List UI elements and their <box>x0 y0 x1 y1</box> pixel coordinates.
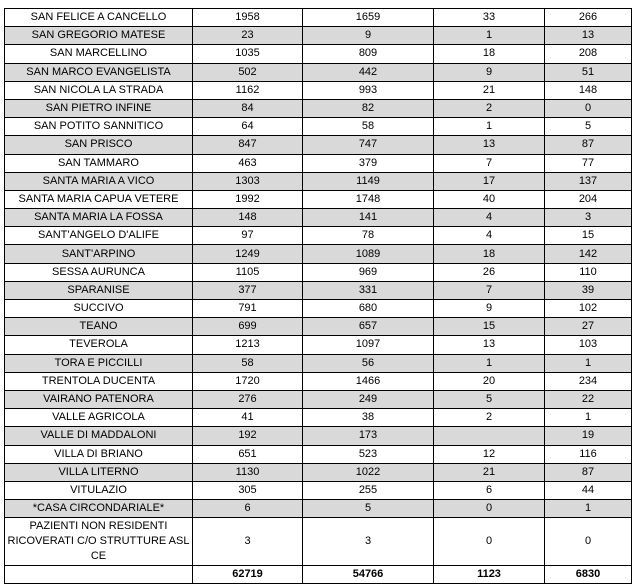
cell-col2: 379 <box>303 154 434 172</box>
cell-col4: 3 <box>545 209 632 227</box>
table-row <box>5 99 632 117</box>
table-row <box>5 336 632 354</box>
cell-col1: 305 <box>193 481 303 499</box>
table-row <box>5 27 632 45</box>
table-row <box>5 427 632 445</box>
cell-col4: 5 <box>545 118 632 136</box>
row-label: SUCCIVO <box>5 300 193 318</box>
cell-col2: 1466 <box>303 372 434 390</box>
cell-col3: 40 <box>434 190 545 208</box>
table-row <box>5 481 632 499</box>
table-row <box>5 463 632 481</box>
cell-col4: 77 <box>545 154 632 172</box>
cell-col3 <box>434 427 545 445</box>
cell-col2: 58 <box>303 118 434 136</box>
cell-col4: 0 <box>545 99 632 117</box>
cell-col3: 6 <box>434 481 545 499</box>
cell-col2: 5 <box>303 500 434 518</box>
row-label: VILLA LITERNO <box>5 463 193 481</box>
cell-col1: 276 <box>193 390 303 408</box>
table-row <box>5 300 632 318</box>
cell-col3: 1 <box>434 118 545 136</box>
cell-col3: 0 <box>434 500 545 518</box>
cell-col2: 809 <box>303 45 434 63</box>
cell-col3: 7 <box>434 281 545 299</box>
cell-col2: 993 <box>303 81 434 99</box>
cell-col2: 9 <box>303 27 434 45</box>
row-label: SANTA MARIA CAPUA VETERE <box>5 190 193 208</box>
table-row <box>5 390 632 408</box>
row-label: SAN PIETRO INFINE <box>5 99 193 117</box>
row-label: SAN PRISCO <box>5 136 193 154</box>
table-row <box>5 118 632 136</box>
row-label: SESSA AURUNCA <box>5 263 193 281</box>
table-row <box>5 209 632 227</box>
row-label: TRENTOLA DUCENTA <box>5 372 193 390</box>
cell-col1: 97 <box>193 227 303 245</box>
cell-col1: 58 <box>193 354 303 372</box>
cell-col1: 651 <box>193 445 303 463</box>
cell-col4: 39 <box>545 281 632 299</box>
cell-col4: 1 <box>545 354 632 372</box>
cell-col4: 19 <box>545 427 632 445</box>
cell-col2: 747 <box>303 136 434 154</box>
cell-col4: 87 <box>545 136 632 154</box>
cell-col1: 1213 <box>193 336 303 354</box>
cell-col3: 7 <box>434 154 545 172</box>
table-row <box>5 227 632 245</box>
cell-col3: 13 <box>434 336 545 354</box>
total-col4: 6830 <box>545 566 632 584</box>
cell-col2: 56 <box>303 354 434 372</box>
table-row <box>5 500 632 518</box>
table-row <box>5 45 632 63</box>
table-row <box>5 372 632 390</box>
row-label: VALLE DI MADDALONI <box>5 427 193 445</box>
cell-col1: 1035 <box>193 45 303 63</box>
cell-col3: 15 <box>434 318 545 336</box>
row-label: SAN POTITO SANNITICO <box>5 118 193 136</box>
cell-col2: 657 <box>303 318 434 336</box>
row-label: SAN NICOLA LA STRADA <box>5 81 193 99</box>
cell-col4: 137 <box>545 172 632 190</box>
row-label: VAIRANO PATENORA <box>5 390 193 408</box>
cell-col4: 116 <box>545 445 632 463</box>
table-row <box>5 190 632 208</box>
cell-col2: 82 <box>303 99 434 117</box>
row-label: SPARANISE <box>5 281 193 299</box>
row-label: TORA E PICCILLI <box>5 354 193 372</box>
cell-col1: 23 <box>193 27 303 45</box>
row-label: VALLE AGRICOLA <box>5 409 193 427</box>
row-label: SAN MARCO EVANGELISTA <box>5 63 193 81</box>
cell-col4: 148 <box>545 81 632 99</box>
total-col2: 54766 <box>303 566 434 584</box>
table-body <box>5 9 632 584</box>
cell-col2: 1149 <box>303 172 434 190</box>
row-label: SANTA MARIA A VICO <box>5 172 193 190</box>
cell-col2: 38 <box>303 409 434 427</box>
total-col3: 1123 <box>434 566 545 584</box>
cell-col4: 51 <box>545 63 632 81</box>
cell-col4: 13 <box>545 27 632 45</box>
cell-col3: 4 <box>434 209 545 227</box>
cell-col1: 41 <box>193 409 303 427</box>
cell-col1: 791 <box>193 300 303 318</box>
table-row <box>5 263 632 281</box>
table-row <box>5 154 632 172</box>
row-label: SANTA MARIA LA FOSSA <box>5 209 193 227</box>
cell-col3: 1 <box>434 27 545 45</box>
cell-col3: 26 <box>434 263 545 281</box>
cell-col2: 3 <box>303 518 434 566</box>
cell-col1: 1105 <box>193 263 303 281</box>
cell-col3: 21 <box>434 81 545 99</box>
cell-col3: 13 <box>434 136 545 154</box>
cell-col1: 1303 <box>193 172 303 190</box>
cell-col3: 18 <box>434 245 545 263</box>
cell-col3: 20 <box>434 372 545 390</box>
table-row <box>5 281 632 299</box>
cell-col3: 12 <box>434 445 545 463</box>
cell-col4: 142 <box>545 245 632 263</box>
cell-col4: 234 <box>545 372 632 390</box>
table-row <box>5 445 632 463</box>
cell-col3: 9 <box>434 63 545 81</box>
cell-col4: 15 <box>545 227 632 245</box>
cell-col3: 21 <box>434 463 545 481</box>
cell-col1: 699 <box>193 318 303 336</box>
cell-col4: 102 <box>545 300 632 318</box>
cell-col3: 18 <box>434 45 545 63</box>
total-col1: 62719 <box>193 566 303 584</box>
cell-col2: 78 <box>303 227 434 245</box>
table-row <box>5 409 632 427</box>
cell-col3: 1 <box>434 354 545 372</box>
table-row <box>5 245 632 263</box>
cell-col1: 64 <box>193 118 303 136</box>
cell-col2: 1089 <box>303 245 434 263</box>
row-label: SAN MARCELLINO <box>5 45 193 63</box>
row-label: SANT'ANGELO D'ALIFE <box>5 227 193 245</box>
table-row <box>5 172 632 190</box>
totals-row <box>5 566 632 584</box>
row-label: SAN FELICE A CANCELLO <box>5 9 193 27</box>
cell-col2: 969 <box>303 263 434 281</box>
non-resident-row <box>5 518 632 566</box>
cell-col2: 141 <box>303 209 434 227</box>
cell-col2: 249 <box>303 390 434 408</box>
row-label: SAN TAMMARO <box>5 154 193 172</box>
cell-col2: 255 <box>303 481 434 499</box>
cell-col1: 192 <box>193 427 303 445</box>
row-label: VITULAZIO <box>5 481 193 499</box>
cell-col4: 0 <box>545 518 632 566</box>
cell-col1: 148 <box>193 209 303 227</box>
cell-col2: 1097 <box>303 336 434 354</box>
row-label: TEVEROLA <box>5 336 193 354</box>
totals-label <box>5 566 193 584</box>
cell-col3: 9 <box>434 300 545 318</box>
cell-col1: 84 <box>193 99 303 117</box>
cell-col1: 377 <box>193 281 303 299</box>
cell-col4: 103 <box>545 336 632 354</box>
cell-col3: 4 <box>434 227 545 245</box>
row-label: TEANO <box>5 318 193 336</box>
cell-col2: 1659 <box>303 9 434 27</box>
cell-col3: 2 <box>434 99 545 117</box>
cell-col1: 6 <box>193 500 303 518</box>
cell-col4: 204 <box>545 190 632 208</box>
cell-col4: 1 <box>545 409 632 427</box>
table-row <box>5 81 632 99</box>
cell-col2: 523 <box>303 445 434 463</box>
row-label: VILLA DI BRIANO <box>5 445 193 463</box>
cell-col4: 266 <box>545 9 632 27</box>
row-label: SANT'ARPINO <box>5 245 193 263</box>
cell-col1: 3 <box>193 518 303 566</box>
cell-col1: 1249 <box>193 245 303 263</box>
cell-col3: 17 <box>434 172 545 190</box>
cell-col2: 173 <box>303 427 434 445</box>
cell-col4: 110 <box>545 263 632 281</box>
cell-col3: 2 <box>434 409 545 427</box>
cell-col4: 22 <box>545 390 632 408</box>
cell-col4: 44 <box>545 481 632 499</box>
cell-col1: 1958 <box>193 9 303 27</box>
table-row <box>5 63 632 81</box>
cell-col1: 1162 <box>193 81 303 99</box>
cell-col1: 1130 <box>193 463 303 481</box>
cell-col4: 1 <box>545 500 632 518</box>
cell-col1: 502 <box>193 63 303 81</box>
cell-col1: 847 <box>193 136 303 154</box>
cell-col1: 1720 <box>193 372 303 390</box>
table-row <box>5 354 632 372</box>
table-row <box>5 318 632 336</box>
cell-col3: 33 <box>434 9 545 27</box>
cell-col4: 87 <box>545 463 632 481</box>
cell-col3: 0 <box>434 518 545 566</box>
covid-data-table <box>4 8 632 584</box>
cell-col4: 27 <box>545 318 632 336</box>
row-label: PAZIENTI NON RESIDENTI RICOVERATI C/O STRUTTURE ASL CE <box>5 518 193 566</box>
cell-col1: 1992 <box>193 190 303 208</box>
cell-col4: 208 <box>545 45 632 63</box>
table-row <box>5 9 632 27</box>
cell-col1: 463 <box>193 154 303 172</box>
cell-col3: 5 <box>434 390 545 408</box>
row-label: *CASA CIRCONDARIALE* <box>5 500 193 518</box>
cell-col2: 442 <box>303 63 434 81</box>
cell-col2: 331 <box>303 281 434 299</box>
cell-col2: 680 <box>303 300 434 318</box>
row-label: SAN GREGORIO MATESE <box>5 27 193 45</box>
cell-col2: 1748 <box>303 190 434 208</box>
table-row <box>5 136 632 154</box>
cell-col2: 1022 <box>303 463 434 481</box>
